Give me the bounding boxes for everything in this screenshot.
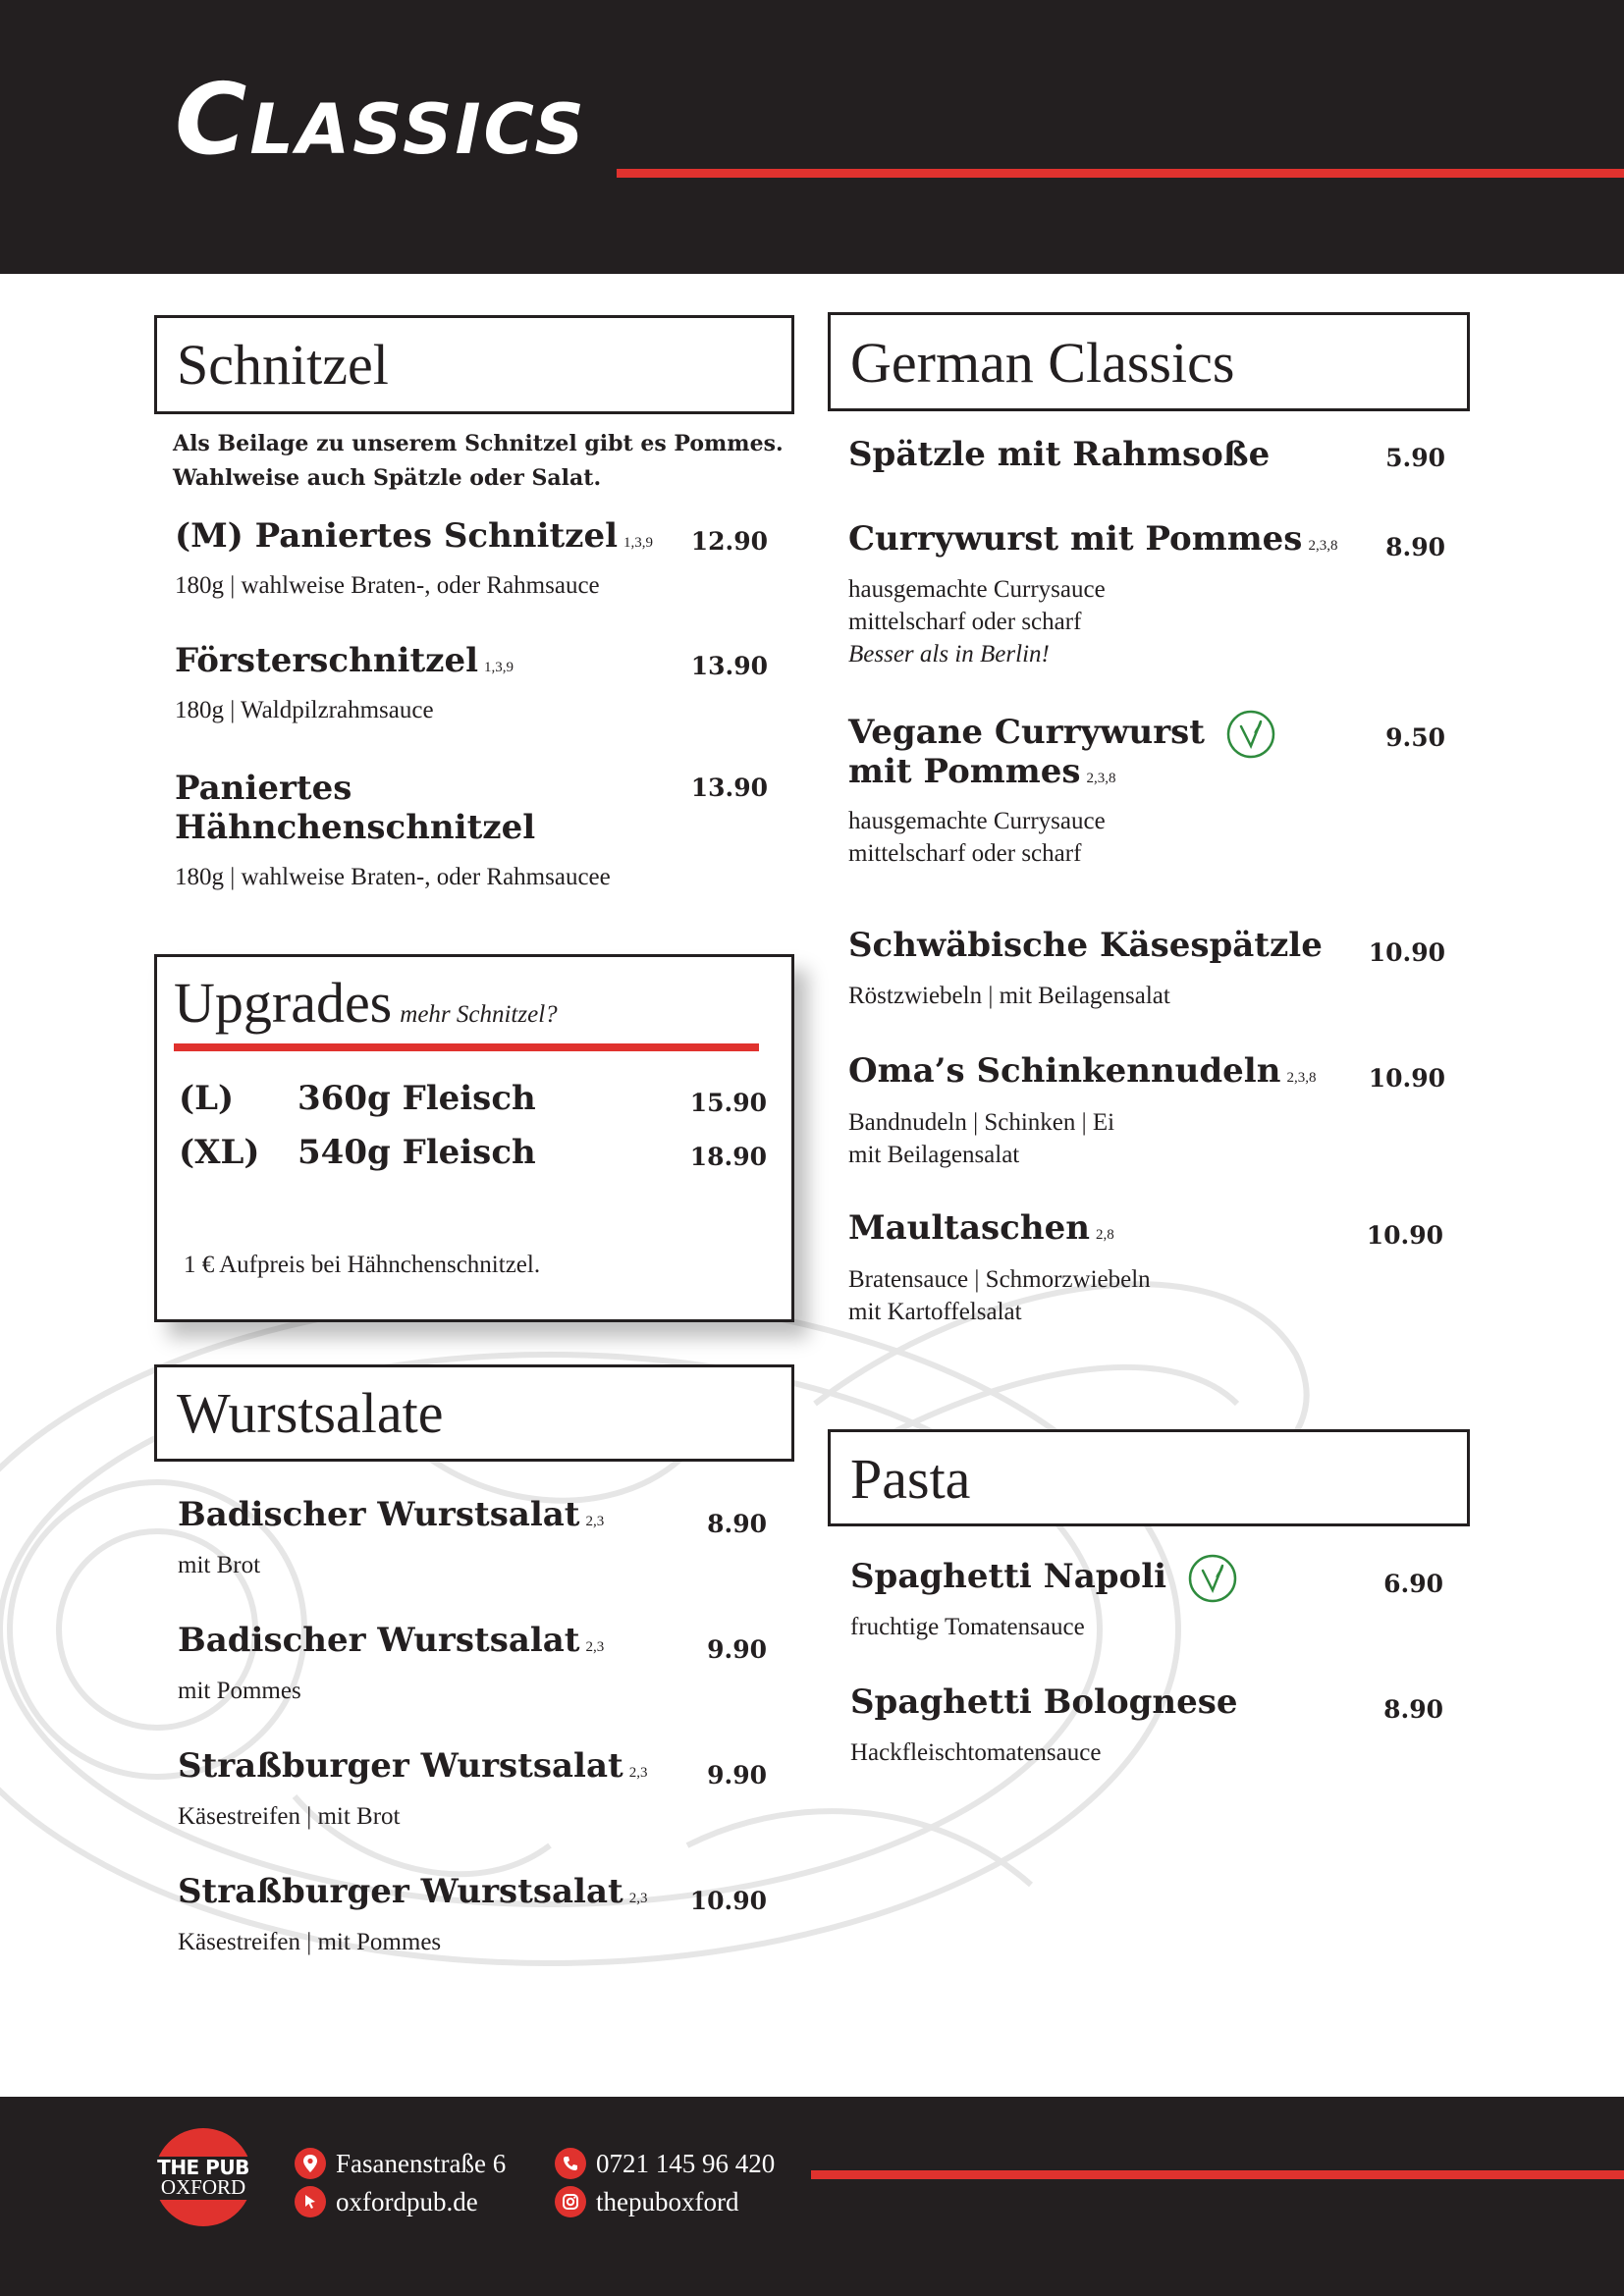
menu-item-price: 8.90 [707,1510,767,1538]
footer-instagram[interactable] [555,2186,738,2217]
section-header-pasta [828,1429,1470,1526]
menu-item-description: mittelscharf oder scharf [848,609,1082,635]
section-title-pasta: Pasta [850,1447,971,1511]
menu-item-name: Schwäbische Käsespätzle [848,926,1323,965]
menu-item-price: 8.90 [1385,533,1445,561]
menu-item-description: hausgemachte Currysauce [848,808,1106,834]
menu-item-description: mit Kartoffelsalat [848,1299,1022,1325]
page-title: Classics [175,62,587,177]
schnitzel-intro-line-1: Als Beilage zu unserem Schnitzel gibt es Pommes. [173,431,784,456]
menu-item-price: 9.50 [1385,723,1445,752]
menu-item-price: 10.90 [1368,1064,1445,1093]
menu-item-description: mittelscharf oder scharf [848,840,1082,867]
menu-item-description: Bandnudeln | Schinken | Ei [848,1109,1115,1136]
logo-text-the-pub: THE PUB [157,2156,249,2179]
item-name-text: Oma’s Schinkennudeln [848,1051,1281,1091]
item-name-text: Försterschnitzel [175,641,479,680]
upgrades-box [154,954,794,1322]
menu-item-name [175,516,653,557]
menu-item-name [178,1621,604,1661]
section-title-wurstsalate: Wurstsalate [177,1381,444,1445]
item-name-text: (M) Paniertes Schnitzel [175,516,618,556]
menu-item-name: Paniertes [175,769,352,808]
menu-item-description: Röstzwiebeln | mit Beilagensalat [848,983,1170,1009]
schnitzel-intro-line-2: Wahlweise auch Spätzle oder Salat. [173,465,602,491]
menu-item-description: 180g | Waldpilzrahmsauce [175,697,434,723]
menu-item-name [178,1872,647,1912]
section-header-schnitzel [154,315,794,414]
menu-item-price: 5.90 [1385,444,1445,472]
upgrade-size: (XL) [179,1133,260,1172]
section-title-schnitzel: Schnitzel [177,333,389,397]
section-header-wurstsalate [154,1364,794,1462]
menu-item-price: 12.90 [690,527,768,556]
menu-item-price: 13.90 [690,774,768,802]
menu-item-name [178,1495,604,1535]
allergen-codes: 1,3,9 [484,660,514,675]
instagram-icon [555,2186,586,2217]
menu-item-description: 180g | wahlweise Braten-, oder Rahmsaucee [175,864,611,890]
instagram-text[interactable]: thepuboxford [596,2186,739,2216]
menu-item-tagline: Besser als in Berlin! [848,641,1050,667]
menu-item-price: 8.90 [1383,1695,1443,1724]
menu-item-name [848,752,1116,792]
allergen-codes: 1,3,9 [623,535,653,551]
allergen-codes: 2,8 [1095,1227,1114,1243]
menu-item-description: Bratensauce | Schmorzwiebeln [848,1266,1151,1293]
item-name-text: Straßburger Wurstsalat [178,1872,623,1911]
allergen-codes: 2,3 [628,1765,648,1781]
footer-address [295,2148,506,2179]
menu-item-name [850,1554,1237,1603]
upgrades-title [174,971,558,1035]
section-header-german-classics [828,312,1470,411]
item-name-text: Maultaschen [848,1208,1090,1248]
footer-accent-line [811,2170,1624,2179]
allergen-codes: 2,3,8 [1286,1070,1317,1086]
footer-phone[interactable] [555,2148,775,2179]
menu-item-description: fruchtige Tomatensauce [850,1614,1085,1640]
menu-item-description: Käsestreifen | mit Brot [178,1803,401,1830]
item-name-text: Straßburger Wurstsalat [178,1746,623,1786]
item-name-text: Badischer Wurstsalat [178,1495,580,1534]
upgrades-title-text: Upgrades [174,971,393,1035]
menu-item-price: 10.90 [689,1887,767,1915]
menu-item-description: Hackfleischtomatensauce [850,1739,1102,1766]
item-name-text: mit Pommes [848,752,1081,791]
menu-item-price: 9.90 [707,1761,767,1789]
upgrade-description: 360g Fleisch [298,1079,536,1118]
menu-item-name [175,641,514,681]
location-pin-icon [295,2148,326,2179]
upgrades-note: 1 € Aufpreis bei Hähnchenschnitzel. [184,1252,541,1278]
menu-item-name: Hähnchenschnitzel [175,808,536,847]
phone-icon [555,2148,586,2179]
footer-website-link[interactable] [295,2186,478,2217]
phone-text[interactable]: 0721 145 96 420 [596,2148,776,2178]
menu-item-name [848,519,1337,560]
cursor-icon [295,2186,326,2217]
item-name-text: Vegane Currywurst [848,713,1205,752]
upgrade-price: 15.90 [689,1089,767,1117]
vegan-leaf-icon [1188,1554,1237,1603]
address-text: Fasanenstraße 6 [336,2148,507,2178]
menu-item-description: Käsestreifen | mit Pommes [178,1929,442,1955]
upgrades-subtitle: mehr Schnitzel? [400,1001,558,1028]
item-name-text: Spaghetti Napoli [850,1557,1167,1596]
vegan-leaf-icon [1226,710,1275,759]
menu-item-name [178,1746,647,1787]
menu-item-price: 6.90 [1383,1570,1443,1598]
menu-item-name [848,1051,1316,1092]
upgrades-accent-line [174,1043,759,1051]
item-name-text: Currywurst mit Pommes [848,519,1303,559]
menu-item-price: 13.90 [690,652,768,680]
menu-item-price: 10.90 [1368,938,1445,967]
website-text[interactable]: oxfordpub.de [336,2186,478,2216]
menu-item-name: Spaghetti Bolognese [850,1682,1238,1722]
allergen-codes: 2,3 [585,1639,605,1655]
menu-item-name [848,1208,1114,1249]
menu-item-price: 10.90 [1366,1221,1443,1250]
menu-item-description: mit Beilagensalat [848,1142,1020,1168]
menu-item-price: 9.90 [707,1635,767,1664]
allergen-codes: 2,3,8 [1308,538,1338,554]
item-name-text: Badischer Wurstsalat [178,1621,580,1660]
header-accent-line [617,169,1624,178]
allergen-codes: 2,3 [628,1891,648,1906]
menu-item-name: Spätzle mit Rahmsoße [848,435,1271,474]
menu-item-description: 180g | wahlweise Braten-, oder Rahmsauce [175,572,600,599]
pub-logo [153,2121,253,2233]
menu-item-description: mit Pommes [178,1678,301,1704]
allergen-codes: 2,3,8 [1086,771,1116,786]
section-title-german-classics: German Classics [850,331,1235,395]
logo-text-oxford: OXFORD [160,2175,246,2199]
upgrade-size: (L) [179,1079,235,1118]
upgrade-description: 540g Fleisch [298,1133,536,1172]
menu-item-description: mit Brot [178,1552,261,1578]
allergen-codes: 2,3 [585,1514,605,1529]
upgrade-price: 18.90 [689,1143,767,1171]
menu-item-description: hausgemachte Currysauce [848,576,1106,603]
